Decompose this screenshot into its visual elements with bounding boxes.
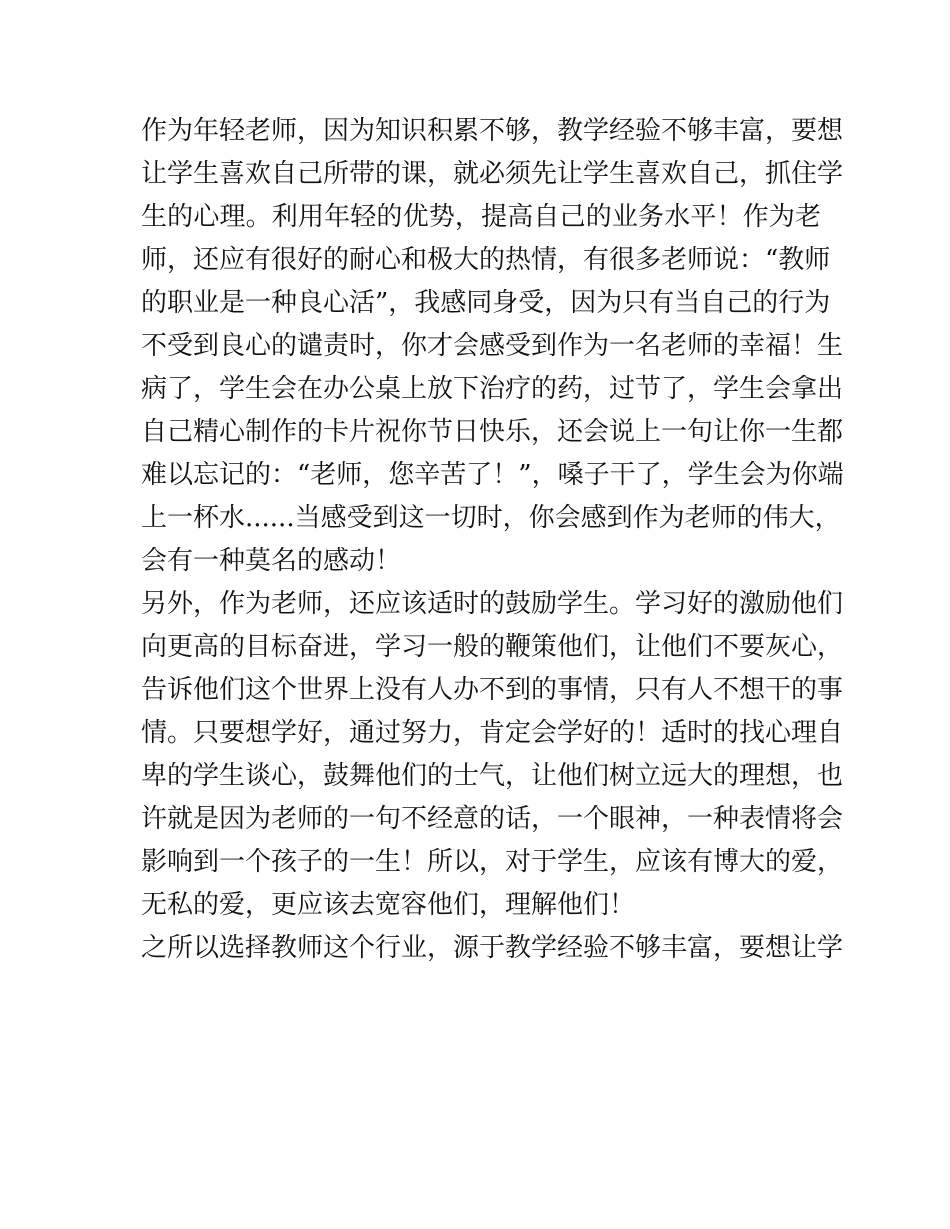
text-line: 影响到一个孩子的一生！所以，对于学生，应该有博大的爱，	[141, 847, 844, 877]
paragraph-2	[141, 583, 844, 927]
text-line: 无私的爱，更应该去宽容他们，理解他们！	[141, 890, 636, 920]
document-body	[141, 110, 844, 970]
text-line: 会有一种莫名的感动！	[141, 546, 402, 576]
text-line: 难以忘记的：“老师，您辛苦了！”，嗓子干了，学生会为你端	[141, 460, 844, 490]
paragraph-3	[141, 927, 844, 970]
text-line: 不受到良心的谴责时，你才会感受到作为一名老师的幸福！生	[141, 331, 844, 361]
text-line: 生的心理。利用年轻的优势，提高自己的业务水平！作为老	[141, 202, 821, 232]
text-line: 另外，作为老师，还应该适时的鼓励学生。学习好的激励他们	[141, 589, 844, 619]
text-line: 上一杯水......当感受到这一切时，你会感到作为老师的伟大，	[141, 503, 841, 533]
text-line: 让学生喜欢自己所带的课，就必须先让学生喜欢自己，抓住学	[141, 159, 844, 189]
text-line: 向更高的目标奋进，学习一般的鞭策他们，让他们不要灰心，	[141, 632, 844, 662]
text-line: 的职业是一种良心活”，我感同身受，因为只有当自己的行为	[141, 288, 831, 318]
paragraph-1	[141, 110, 844, 583]
text-line: 之所以选择教师这个行业，源于教学经验不够丰富，要想让学	[141, 933, 844, 963]
text-line: 卑的学生谈心，鼓舞他们的士气，让他们树立远大的理想，也	[141, 761, 844, 791]
text-line: 告诉他们这个世界上没有人办不到的事情，只有人不想干的事	[141, 675, 844, 705]
text-line: 许就是因为老师的一句不经意的话，一个眼神，一种表情将会	[141, 804, 844, 834]
text-line: 师，还应有很好的耐心和极大的热情，有很多老师说：“教师	[141, 245, 831, 275]
text-line: 自己精心制作的卡片祝你节日快乐，还会说上一句让你一生都	[141, 417, 844, 447]
text-line: 作为年轻老师，因为知识积累不够，教学经验不够丰富，要想	[141, 116, 844, 146]
text-line: 情。只要想学好，通过努力，肯定会学好的！适时的找心理自	[141, 718, 844, 748]
text-line: 病了，学生会在办公桌上放下治疗的药，过节了，学生会拿出	[141, 374, 844, 404]
